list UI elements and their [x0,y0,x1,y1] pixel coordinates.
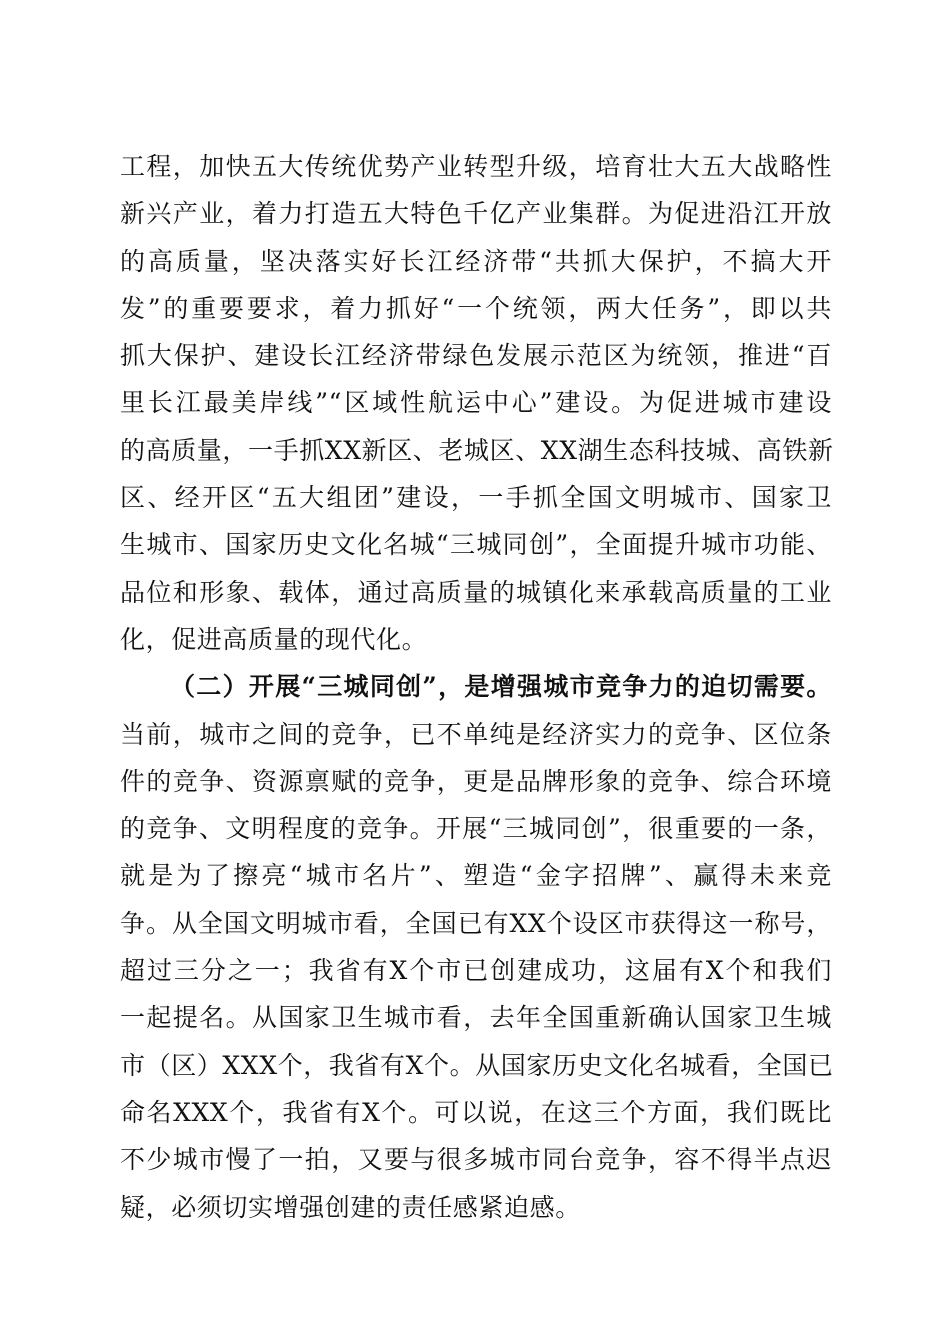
paragraph-1 [120,143,832,663]
paragraph-2 [120,711,832,1231]
text-line: 里长江最美岸线”“区域性航运中心”建设。为促进城市建设 [120,388,832,418]
section-heading: （二）开展“三城同创”，是增强城市竞争力的迫切需要。 [170,672,832,702]
text-line: 的高质量，一手抓XX新区、老城区、XX湖生态科技城、高铁新 [120,435,834,465]
text-line: 化，促进高质量的现代化。 [120,624,428,654]
text-line: 件的竞争、资源禀赋的竞争，更是品牌形象的竞争、综合环境 [120,766,832,796]
document-body [120,143,832,1231]
text-line: 不少城市慢了一拍，又要与很多城市同台竞争，容不得半点迟 [120,1145,832,1175]
text-line: 生城市、国家历史文化名城“三城同创”，全面提升城市功能、 [120,530,832,560]
text-line: 当前，城市之间的竞争，已不单纯是经济实力的竞争、区位条 [120,719,832,749]
text-line: 的竞争、文明程度的竞争。开展“三城同创”，很重要的一条， [120,814,832,844]
text-line: 区、经开区“五大组团”建设，一手抓全国文明城市、国家卫 [120,483,832,513]
text-line: 就是为了擦亮“城市名片”、塑造“金字招牌”、赢得未来竞 [120,861,832,891]
text-line: 工程，加快五大传统优势产业转型升级，培育壮大五大战略性 [120,152,832,181]
text-line: 超过三分之一；我省有X个市已创建成功，这届有X个和我们 [120,956,832,986]
text-line: 的高质量，坚决落实好长江经济带“共抓大保护，不搞大开 [120,246,832,276]
text-line: 争。从全国文明城市看，全国已有XX个设区市获得这一称号， [120,908,832,938]
text-line: 发”的重要要求，着力抓好“一个统领，两大任务”，即以共 [120,293,832,323]
text-line: 品位和形象、载体，通过高质量的城镇化来承载高质量的工业 [120,577,832,607]
text-line: 疑，必须切实增强创建的责任感紧迫感。 [120,1192,581,1222]
text-line: 一起提名。从国家卫生城市看，去年全国重新确认国家卫生城 [120,1003,832,1033]
text-line: 市（区）XXX个，我省有X个。从国家历史文化名城看，全国已 [120,1050,834,1080]
text-line: 命名XXX个，我省有X个。可以说，在这三个方面，我们既比 [120,1097,832,1127]
text-line: 抓大保护、建设长江经济带绿色发展示范区为统领，推进“百 [120,341,832,371]
text-line: 新兴产业，着力打造五大特色千亿产业集群。为促进沿江开放 [120,199,832,229]
